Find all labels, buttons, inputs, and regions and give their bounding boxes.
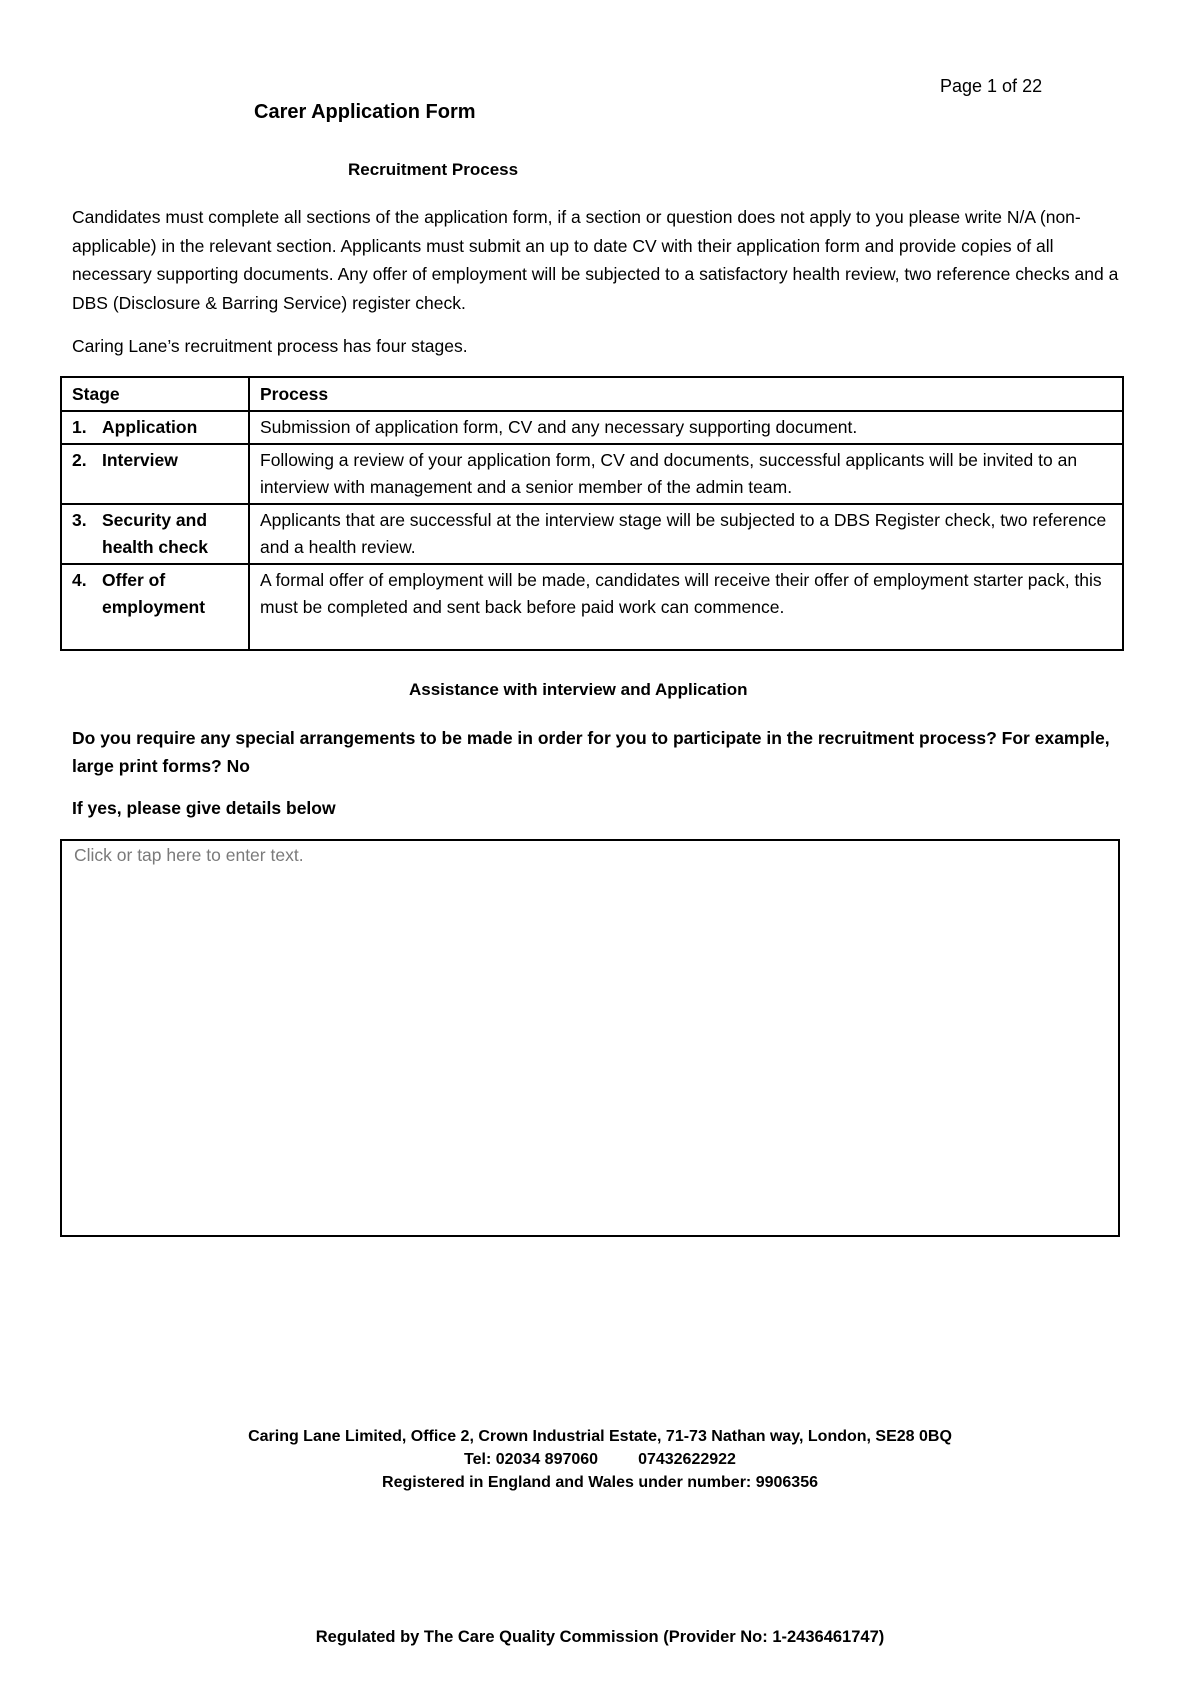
column-header-process: Process <box>249 377 1123 411</box>
recruitment-stages-table <box>60 376 1124 651</box>
stage-cell <box>72 414 238 441</box>
details-prompt: If yes, please give details below <box>72 798 336 818</box>
stage-name: Interview <box>102 450 178 470</box>
details-text-field[interactable]: Click or tap here to enter text. <box>60 839 1120 1237</box>
footer-registration: Registered in England and Wales under number: 9906356 <box>382 1474 818 1491</box>
special-arrangements-question: Do you require any special arrangements to be made in order for you to participate in the recruitment process? For example, large print forms? No <box>72 728 1110 776</box>
footer-tel: Tel: 02034 897060 <box>464 1451 599 1468</box>
stage-number: 1. <box>72 417 87 437</box>
footer-mobile: 07432622922 <box>638 1451 736 1468</box>
stage-name: Offer of employment <box>102 570 206 617</box>
process-cell: A formal offer of employment will be made, candidates will receive their offer of employment starter pack, this must be completed and sent back before paid work can commence. <box>249 564 1123 650</box>
table-header-row <box>61 377 1123 411</box>
table-row <box>61 564 1123 650</box>
process-cell: Submission of application form, CV and any necessary supporting document. <box>249 411 1123 444</box>
footer-regulator: Regulated by The Care Quality Commission (Provider No: 1-2436461747) <box>315 1628 885 1646</box>
table-row <box>61 411 1123 444</box>
stages-intro: Caring Lane’s recruitment process has four stages. <box>72 336 468 356</box>
form-title: Carer Application Form <box>254 101 476 123</box>
stage-cell <box>72 567 238 621</box>
process-cell: Following a review of your application form, CV and documents, successful applicants will be invited to an interview with management and a senior member of the admin team. <box>249 444 1123 504</box>
intro-text <box>72 203 1132 317</box>
section-heading-recruitment: Recruitment Process <box>348 160 519 179</box>
page-number: Page 1 of 22 <box>940 76 1043 96</box>
table-row <box>61 444 1123 504</box>
stage-number: 2. <box>72 450 87 470</box>
stage-cell <box>72 507 238 561</box>
intro-paragraph: Candidates must complete all sections of the application form, if a section or question does not apply to you please write N/A (non-applicable) in the relevant section. Applicants must submit an up to date CV with their application form and provide copies of all necessary supporting documents. Any offer of employment will be subjected to a satisfactory health review, two reference checks and a DBS (Disclosure & Barring Service) register check. <box>72 207 1119 313</box>
footer-address: Caring Lane Limited, Office 2, Crown Industrial Estate, 71-73 Nathan way, London, SE28 0BQ <box>248 1428 952 1445</box>
footer-phone <box>0 1451 1200 1469</box>
column-header-stage: Stage <box>61 377 249 411</box>
stage-cell <box>72 447 238 474</box>
stage-name: Application <box>102 417 198 437</box>
stage-name: Security and health check <box>102 510 209 557</box>
stage-number: 3. <box>72 510 87 530</box>
section-heading-assistance: Assistance with interview and Application <box>409 680 748 699</box>
stage-number: 4. <box>72 570 87 590</box>
process-cell: Applicants that are successful at the interview stage will be subjected to a DBS Register check, two reference and a health review. <box>249 504 1123 564</box>
table-row <box>61 504 1123 564</box>
